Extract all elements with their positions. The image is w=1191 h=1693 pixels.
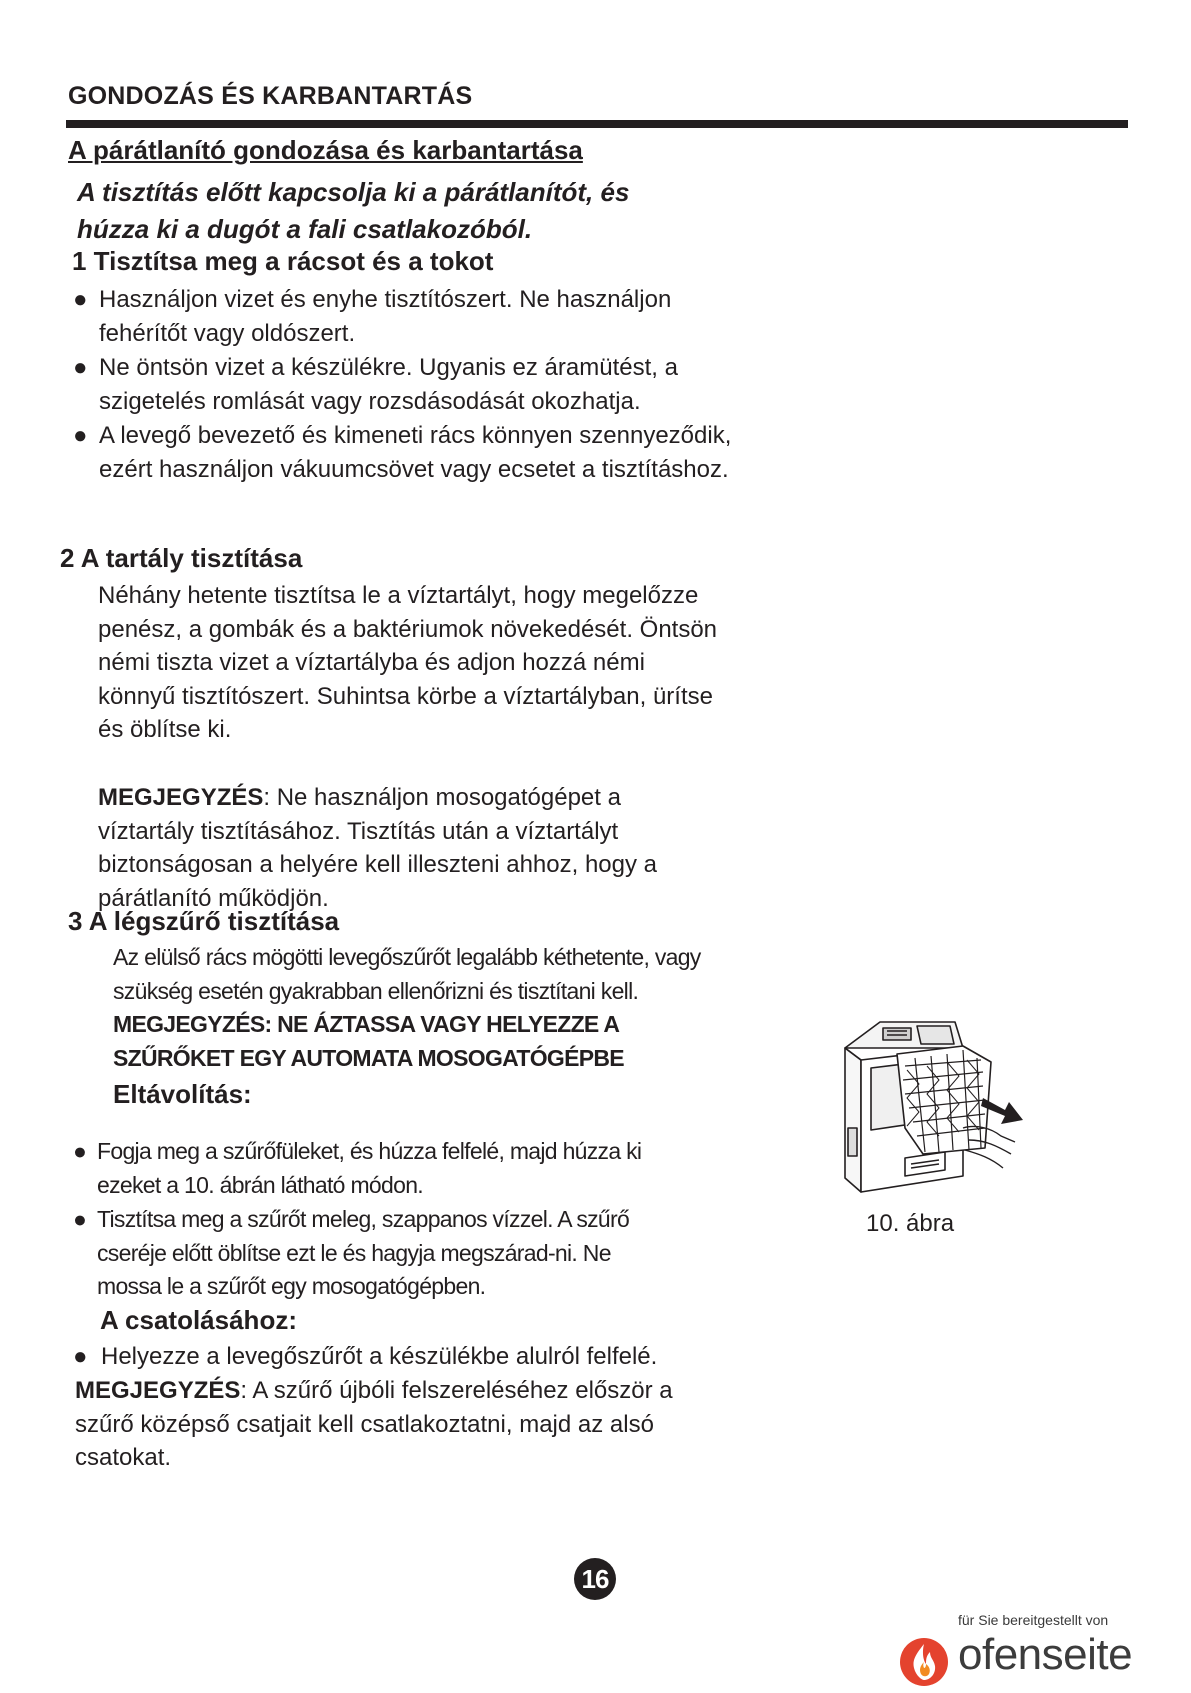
section-3-warning-line-1: MEGJEGYZÉS: NE ÁZTASSA VAGY HELYEZZE A (113, 1011, 620, 1037)
bullet-dot-icon: ● (73, 1343, 88, 1370)
page-number: 16 (574, 1558, 616, 1600)
list-item (73, 419, 733, 487)
list-item (73, 283, 713, 351)
list-item-text: Ne öntsön vizet a készülékre. Ugyanis ez áramütést, a szigetelés romlását vagy rozsdásodását okozhatja. (99, 354, 678, 415)
note-label: MEGJEGYZÉS (98, 784, 264, 811)
section-title: GONDOZÁS ÉS KARBANTARTÁS (68, 82, 473, 110)
attach-heading: A csatolásához: (100, 1305, 297, 1335)
bullet-dot-icon: ● (73, 1138, 87, 1164)
bullet-dot-icon: ● (73, 1206, 87, 1232)
section-2-heading: 2 A tartály tisztítása (60, 543, 303, 573)
safety-warning-line-2: húzza ki a dugót a fali csatlakozóból. (77, 214, 533, 244)
safety-warning (77, 174, 629, 248)
section-1-heading: 1 Tisztítsa meg a rácsot és a tokot (72, 246, 494, 276)
provided-by-text: für Sie bereitgestellt von (958, 1612, 1109, 1628)
list-item-text: Fogja meg a szűrőfüleket, és húzza felfelé, majd húzza ki ezeket a 10. ábrán látható módon. (97, 1138, 642, 1198)
section-2-note (98, 781, 718, 915)
note-text: : A szűrő újbóli felszereléséhez először a szűrő középső csatjait kell csatlakoztatni, majd az alsó csatokat. (75, 1377, 673, 1471)
list-item-text: A levegő bevezető és kimeneti rács könnyen szennyeződik, ezért használjon vákuumcsövet vagy ecsetet a tisztításhoz. (99, 422, 732, 483)
dehumidifier-filter-illustration (835, 1008, 1025, 1208)
bullet-dot-icon: ● (73, 422, 88, 449)
removal-heading: Eltávolítás: (113, 1079, 252, 1109)
bullet-dot-icon: ● (73, 354, 88, 381)
section-3-warning (113, 1008, 624, 1075)
list-item (73, 1203, 673, 1304)
page-subtitle: A párátlanító gondozása és karbantartása (68, 135, 583, 165)
list-item-text: Tisztítsa meg a szűrőt meleg, szappanos vízzel. A szűrő cseréje előtt öblítse ezt le és hagyja megszárad-ni. Ne mossa le a szűrőt egy mosogatógépben. (97, 1206, 630, 1299)
list-item (73, 1135, 673, 1203)
bullet-dot-icon: ● (73, 286, 88, 313)
header-rule (66, 120, 1128, 128)
list-item-text: Használjon vizet és enyhe tisztítószert. Ne használjon fehérítőt vagy oldószert. (99, 286, 672, 347)
section-3-warning-line-2: SZŰRŐKET EGY AUTOMATA MOSOGATÓGÉPBE (113, 1044, 624, 1071)
section-2-paragraph: Néhány hetente tisztítsa le a víztartályt, hogy megelőzze penész, a gombák és a baktériumok növekedését. Öntsön némi tiszta vizet a víztartályba és adjon hozzá némi könnyű tisztítószert. Suhintsa körbe a víztartályban, ürítse és öblítse ki. (98, 582, 718, 743)
logo-wordmark: ofenseite (958, 1630, 1133, 1679)
figure-caption: 10. ábra (866, 1210, 955, 1237)
list-item (73, 351, 713, 419)
flame-logo-icon (896, 1632, 952, 1688)
section-3-intro: Az elülső rács mögötti levegőszűrőt legalább kéthetente, vagy szükség esetén gyakrabban ellenőrizni és tisztítani kell. (113, 944, 701, 1004)
section-3-note (75, 1374, 675, 1475)
list-item-text: Helyezze a levegőszűrőt a készülékbe alulról felfelé. (101, 1343, 658, 1370)
list-item (73, 1340, 713, 1374)
note-text: : Ne használjon mosogatógépet a víztartály tisztításához. Tisztítás után a víztartályt biztonságosan a helyére kell illeszteni ahhoz, hogy a párátlanító működjön. (98, 784, 658, 912)
safety-warning-line-1: A tisztítás előtt kapcsolja ki a párátlanítót, és (77, 177, 630, 207)
section-3-heading: 3 A légszűrő tisztítása (68, 906, 340, 936)
note-label: MEGJEGYZÉS (75, 1377, 241, 1404)
